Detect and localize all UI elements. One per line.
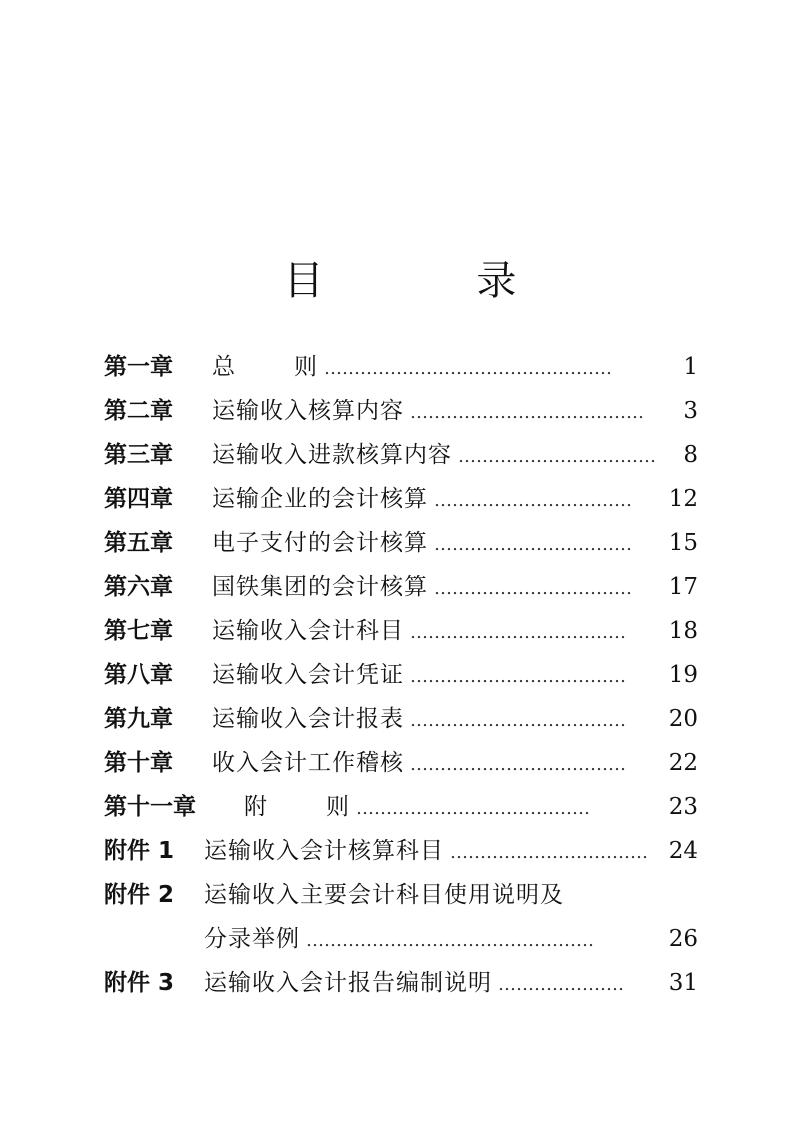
toc-entry-appendix-1[interactable] [104, 829, 698, 873]
toc-dot-leader: …………………………… [450, 842, 648, 863]
page-title: 目 录 [283, 258, 587, 304]
toc-entry-title-part: 则 [294, 354, 318, 380]
toc-page-number: 12 [668, 486, 698, 512]
toc-page-number: 23 [668, 794, 698, 820]
toc-entry-chapter-3[interactable] [104, 433, 698, 477]
toc-page-number: 3 [683, 398, 698, 424]
toc-entry-title: 运输收入会计凭证 [212, 662, 404, 688]
toc-entry-chapter-11[interactable] [104, 785, 698, 829]
toc-entry-label: 第十章 [104, 750, 173, 776]
toc-page-number: 26 [668, 926, 698, 952]
toc-entry-chapter-1[interactable] [104, 345, 698, 389]
toc-entry-chapter-7[interactable] [104, 609, 698, 653]
toc-entry-title: 收入会计工作稽核 [212, 750, 404, 776]
toc-entry-title: 电子支付的会计核算 [212, 530, 428, 556]
toc-entry-label: 第七章 [104, 618, 173, 644]
toc-entry-appendix-2-continued[interactable] [104, 917, 698, 961]
toc-entry-title: 国铁集团的会计核算 [212, 574, 428, 600]
toc-page-number: 17 [668, 574, 698, 600]
toc-page-number: 24 [668, 838, 698, 864]
toc-page-number: 1 [683, 354, 698, 380]
toc-entry-title: 分录举例 [204, 926, 300, 952]
toc-entry-chapter-10[interactable] [104, 741, 698, 785]
toc-entry-title: 运输收入核算内容 [212, 398, 404, 424]
toc-entry-chapter-2[interactable] [104, 389, 698, 433]
toc-entry-appendix-3[interactable] [104, 961, 698, 1005]
toc-page-number: 8 [683, 442, 698, 468]
toc-dot-leader: ………………………………… [356, 798, 590, 819]
toc-entry-title: 运输收入会计报告编制说明 [204, 970, 492, 996]
toc-entry-label: 第五章 [104, 530, 173, 556]
toc-entry-label: 第六章 [104, 574, 173, 600]
table-of-contents [104, 345, 698, 1005]
toc-entry-title: 运输收入会计报表 [212, 706, 404, 732]
toc-dot-leader: ……………………………… [410, 754, 626, 775]
toc-entry-title: 运输收入进款核算内容 [212, 442, 452, 468]
toc-dot-leader: …………………………… [434, 534, 632, 555]
toc-entry-title [212, 345, 318, 389]
toc-entry-title: 运输收入主要会计科目使用说明及 [204, 882, 564, 908]
toc-entry-chapter-8[interactable] [104, 653, 698, 697]
toc-page-number: 19 [668, 662, 698, 688]
toc-entry-title-part: 附 [244, 794, 268, 820]
toc-entry-title-part: 则 [326, 794, 350, 820]
toc-entry-chapter-6[interactable] [104, 565, 698, 609]
toc-entry-title: 运输收入会计科目 [212, 618, 404, 644]
toc-entry-appendix-2[interactable] [104, 873, 698, 917]
toc-dot-leader: ………………………………… [410, 402, 644, 423]
toc-entry-label: 附件 1 [104, 838, 175, 864]
toc-page-number: 22 [668, 750, 698, 776]
toc-dot-leader: ………………… [498, 974, 624, 995]
toc-entry-label: 第一章 [104, 354, 173, 380]
toc-dot-leader: ………………………………………… [324, 358, 612, 379]
toc-entry-label: 第二章 [104, 398, 173, 424]
toc-entry-label: 第九章 [104, 706, 173, 732]
toc-entry-title-part: 总 [212, 354, 236, 380]
toc-dot-leader: ……………………………… [410, 622, 626, 643]
toc-page-number: 18 [668, 618, 698, 644]
toc-entry-label: 第十一章 [104, 794, 196, 820]
toc-page-number: 15 [668, 530, 698, 556]
toc-entry-label: 第四章 [104, 486, 173, 512]
toc-dot-leader: …………………………… [434, 578, 632, 599]
toc-entry-label: 附件 3 [104, 970, 175, 996]
toc-entry-chapter-9[interactable] [104, 697, 698, 741]
toc-entry-chapter-5[interactable] [104, 521, 698, 565]
toc-page-number: 31 [668, 970, 698, 996]
toc-dot-leader: …………………………… [458, 446, 656, 467]
toc-entry-label: 第三章 [104, 442, 173, 468]
toc-entry-label: 附件 2 [104, 882, 175, 908]
toc-entry-title [244, 785, 350, 829]
toc-dot-leader: ……………………………… [410, 710, 626, 731]
toc-page-number: 20 [668, 706, 698, 732]
toc-dot-leader: ………………………………………… [306, 930, 594, 951]
toc-entry-chapter-4[interactable] [104, 477, 698, 521]
toc-dot-leader: ……………………………… [410, 666, 626, 687]
toc-entry-title: 运输收入会计核算科目 [204, 838, 444, 864]
toc-dot-leader: …………………………… [434, 490, 632, 511]
toc-entry-title: 运输企业的会计核算 [212, 486, 428, 512]
toc-entry-label: 第八章 [104, 662, 173, 688]
